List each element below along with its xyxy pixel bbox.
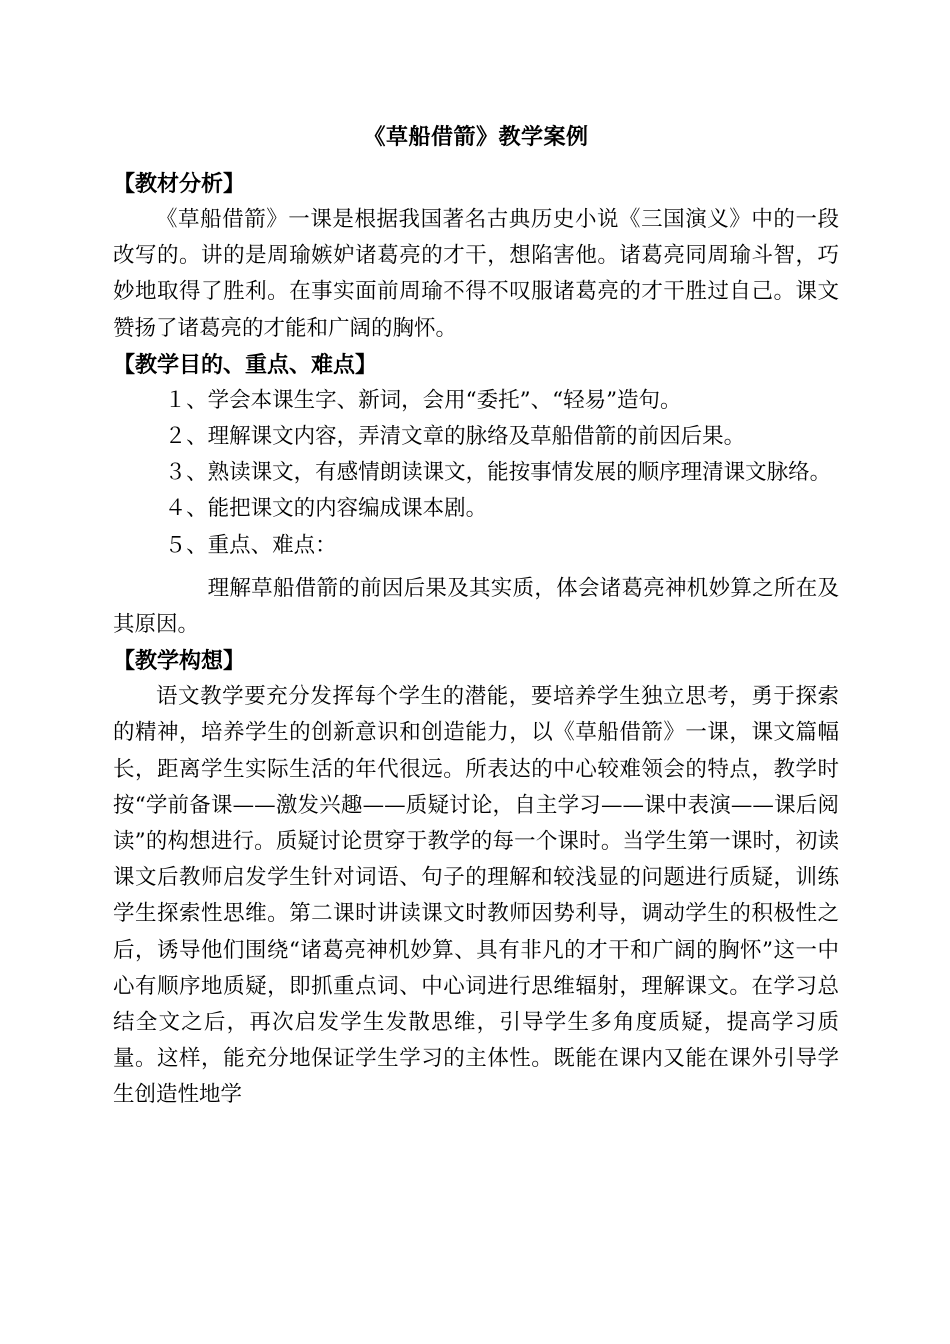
objective-item: ４、能把课文的内容编成课本剧。 (164, 496, 488, 522)
objective-item: ５、重点、难点： (164, 532, 337, 558)
section-teaching-concept (113, 643, 839, 1113)
objective-item: ２、理解课文内容，弄清文章的脉络及草船借箭的前因后果。 (164, 424, 746, 450)
section-textbook-analysis (113, 166, 839, 347)
section-teaching-objectives (113, 347, 839, 643)
body-paragraph: 语文教学要充分发挥每个学生的潜能，要培养学生独立思考，勇于探索的精神，培养学生的创新意识和创造能力，以《草船借箭》一课，课文篇幅长，距离学生实际生活的年代很远。所表达的中心较难领会的特点，教学时按“学前备课——激发兴趣——质疑讨论，自主学习——课中表演——课后阅读”的构想进行。质疑讨论贯穿于教学的每一个课时。当学生第一课时，初读课文后教师启发学生针对词语、句子的理解和较浅显的问题进行质疑，训练学生探索性思维。第二课时讲读课文时教师因势利导，调动学生的积极性之后，诱导他们围绕“诸葛亮神机妙算、具有非凡的才干和广阔的胸怀”这一中心有顺序地质疑，即抓重点词、中心词进行思维辐射，理解课文。在学习总结全文之后，再次启发学生发散思维，引导学生多角度质疑，提高学习质量。这样，能充分地保证学生学习的主体性。既能在课内又能在课外引导学生创造性地学 (113, 684, 839, 1108)
key-difficulty-note: 理解草船借箭的前因后果及其实质，体会诸葛亮神机妙算之所在及其原因。 (113, 575, 839, 638)
body-paragraph: 《草船借箭》一课是根据我国著名古典历史小说《三国演义》中的一段改写的。讲的是周瑜嫉妒诸葛亮的才干，想陷害他。诸葛亮同周瑜斗智，巧妙地取得了胜利。在事实面前周瑜不得不叹服诸葛亮的才干胜过自己。课文赞扬了诸葛亮的才能和广阔的胸怀。 (113, 207, 839, 341)
section-heading: 【教材分析】 (113, 171, 246, 197)
document-title: 《草船借箭》教学案例 (363, 124, 589, 150)
objective-item: １、学会本课生字、新词，会用“委托”、“轻易”造句。 (164, 387, 682, 413)
section-heading: 【教学目的、重点、难点】 (113, 351, 378, 378)
section-heading: 【教学构想】 (113, 648, 246, 675)
document-page (113, 118, 839, 1114)
objective-item: ３、熟读课文，有感情朗读课文，能按事情发展的顺序理清课文脉络。 (164, 460, 832, 486)
